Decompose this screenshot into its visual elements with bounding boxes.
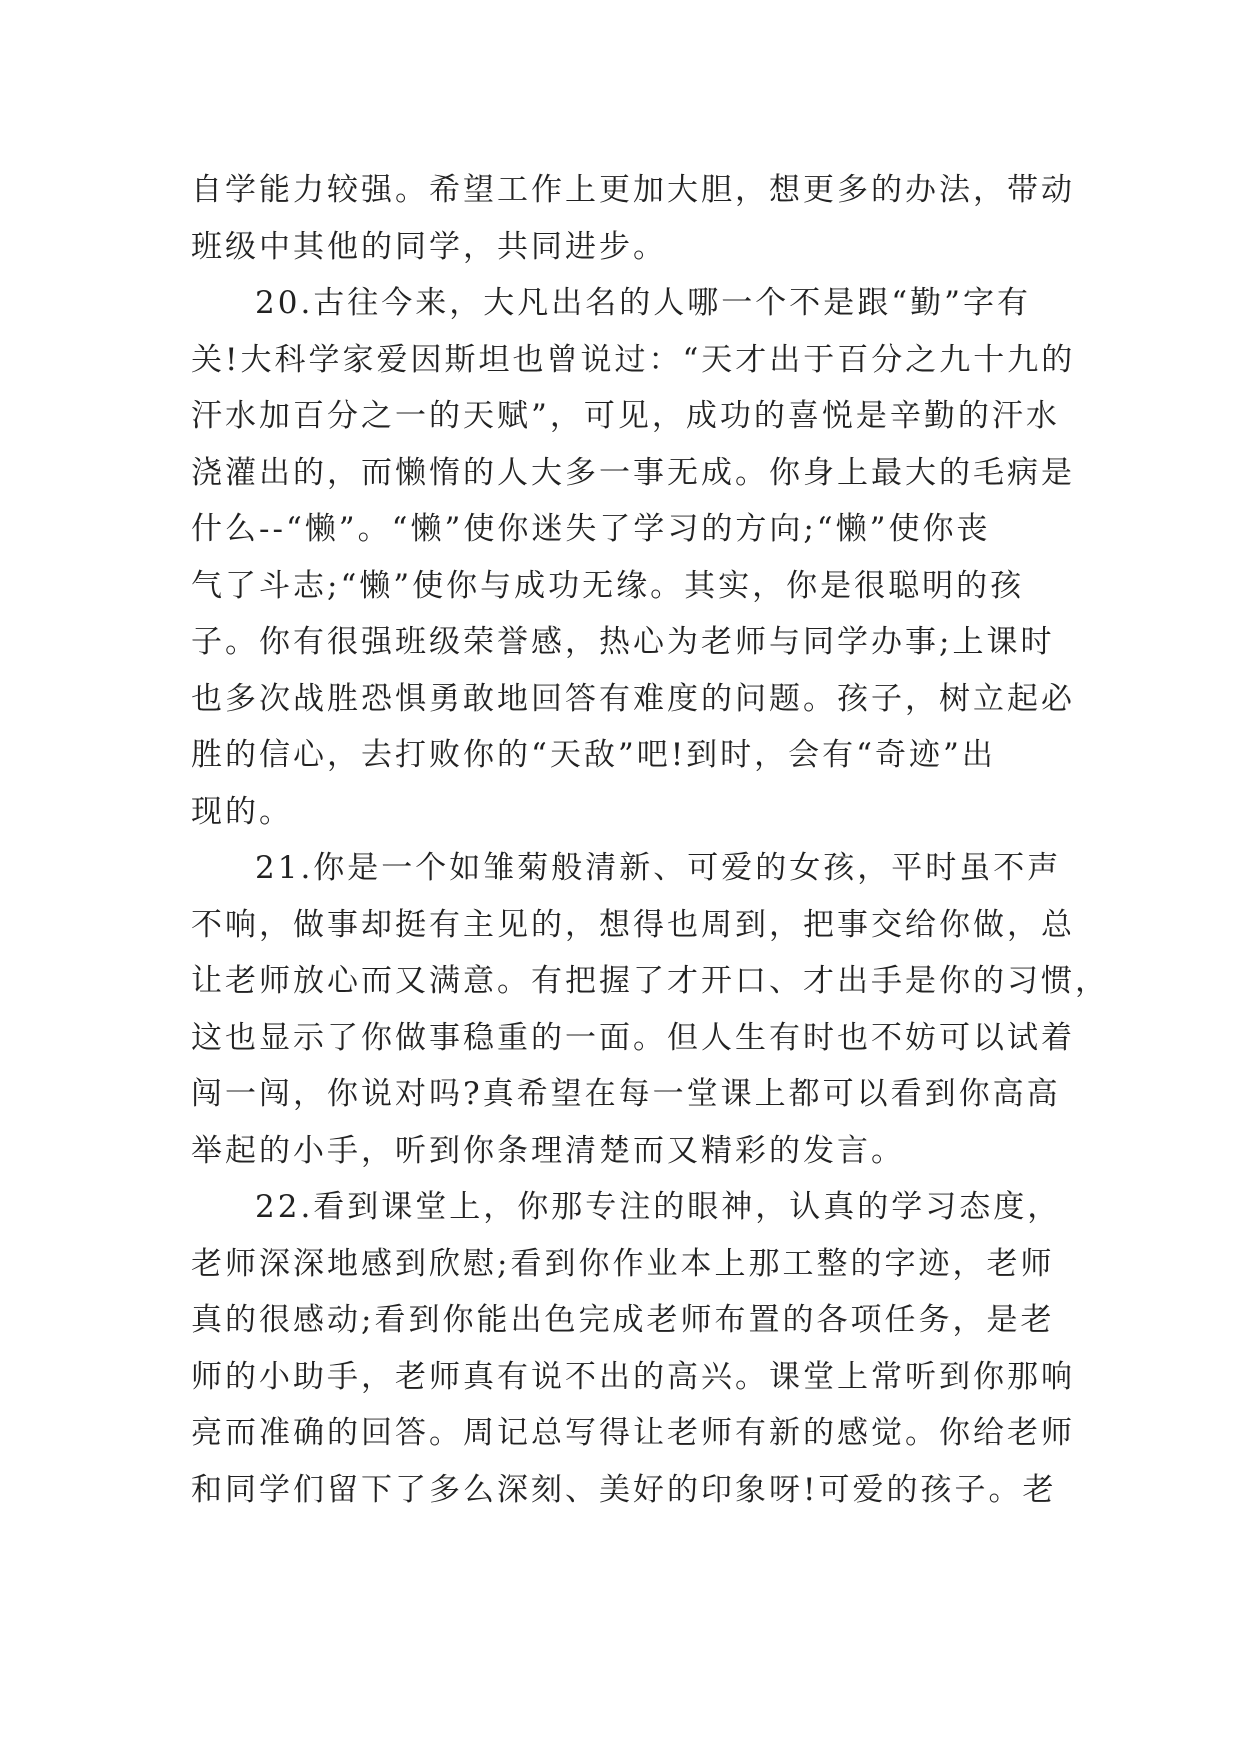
text-line: 汗水加百分之一的天赋”，可见，成功的喜悦是辛勤的汗水 — [191, 398, 1060, 434]
text-line: 举起的小手，听到你条理清楚而又精彩的发言。 — [191, 1132, 905, 1169]
text-line: 不响，做事却挺有主见的，想得也周到，把事交给你做，总 — [191, 906, 1075, 943]
paragraph-22-start: 22.看到课堂上，你那专注的眼神，认真的学习态度， — [255, 1189, 1062, 1225]
text-line: 子。你有很强班级荣誉感，热心为老师与同学办事;上课时 — [191, 624, 1055, 660]
text-line: 浇灌出的，而懒惰的人大多一事无成。你身上最大的毛病是 — [191, 454, 1075, 491]
text-line: 胜的信心，去打败你的“天敌”吧!到时，会有“奇迹”出 — [191, 737, 996, 773]
text-line: 这也显示了你做事稳重的一面。但人生有时也不妨可以试着 — [191, 1019, 1075, 1056]
text-line: 自学能力较强。希望工作上更加大胆，想更多的办法，带动 — [191, 172, 1075, 208]
text-line: 气了斗志;“懒”使你与成功无缘。其实，你是很聪明的孩 — [191, 567, 1025, 604]
document-body — [191, 162, 1109, 1518]
text-line: 亮而准确的回答。周记总写得让老师有新的感觉。你给老师 — [191, 1415, 1075, 1451]
text-line: 真的很感动;看到你能出色完成老师布置的各项任务，是老 — [191, 1302, 1055, 1338]
text-line: 让老师放心而又满意。有把握了才开口、才出手是你的习惯， — [191, 963, 1109, 999]
text-line: 班级中其他的同学，共同进步。 — [191, 228, 667, 265]
text-line: 老师深深地感到欣慰;看到你作业本上那工整的字迹，老师 — [191, 1245, 1055, 1282]
text-line: 关!大科学家爱因斯坦也曾说过：“天才出于百分之九十九的 — [191, 341, 1076, 378]
text-line: 师的小助手，老师真有说不出的高兴。课堂上常听到你那响 — [191, 1358, 1075, 1395]
text-line: 什么--“懒”。“懒”使你迷失了学习的方向;“懒”使你丧 — [191, 511, 991, 547]
text-line: 和同学们留下了多么深刻、美好的印象呀!可爱的孩子。老 — [191, 1471, 1057, 1508]
text-line: 闯一闯，你说对吗?真希望在每一堂课上都可以看到你高高 — [191, 1076, 1061, 1112]
text-line: 也多次战胜恐惧勇敢地回答有难度的问题。孩子，树立起必 — [191, 680, 1075, 717]
paragraph-20-start: 20.古往今来，大凡出名的人哪一个不是跟“勤”字有 — [255, 285, 1031, 321]
text-line: 现的。 — [191, 793, 293, 830]
paragraph-21-start: 21.你是一个如雏菊般清新、可爱的女孩，平时虽不声 — [255, 850, 1062, 886]
